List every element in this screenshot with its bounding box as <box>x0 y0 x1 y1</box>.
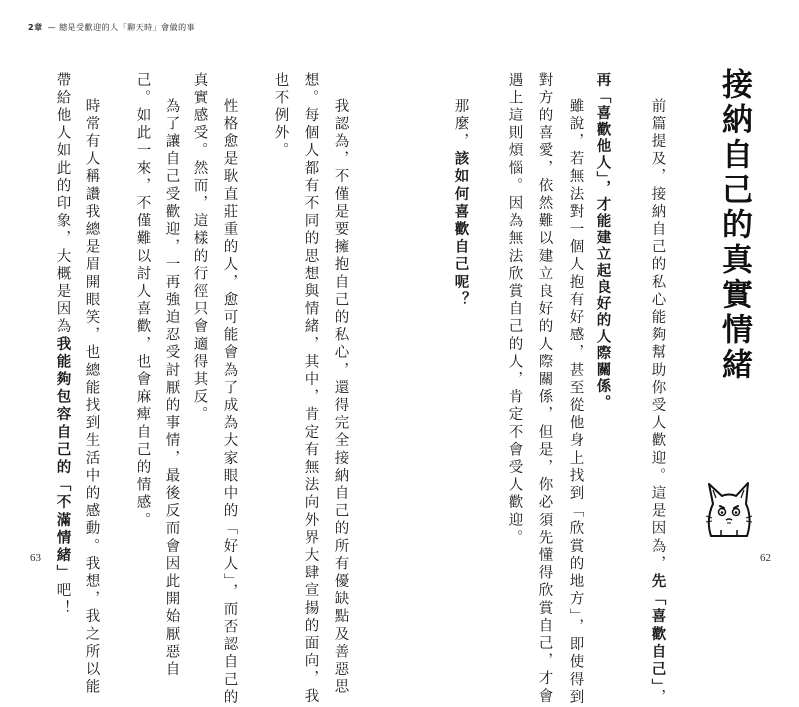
right-col-6-question: 該如何喜歡自己呢？ <box>452 150 469 310</box>
left-col-8: 時常有人稱讚我總是眉開眼笑，也總能找到生活中的感動。我想，我之所以能 <box>83 98 100 697</box>
right-col-4: 對方的喜愛，依然難以建立良好的人際關係，但是，你必須先懂得欣賞自己，才會 <box>536 72 553 706</box>
left-col-5: 真實感受。然而，這樣的行徑只會適得其反。 <box>191 72 208 424</box>
page-number-right: 62 <box>760 552 771 564</box>
left-col-9-text: 帶給他人如此的印象，大概是因為 <box>54 72 71 336</box>
left-col-7: 己。如此一來，不僅難以討人喜歡，也會麻痺自己的情感。 <box>134 72 151 530</box>
right-col-1-end: ， <box>649 689 666 707</box>
chapter-label: 2章 <box>28 23 43 32</box>
page-number-left: 63 <box>30 552 41 564</box>
left-col-1: 我認為，不僅是要擁抱自己的私心，還得完全接納自己的所有優缺點及善惡思 <box>332 98 349 697</box>
right-col-1-text: 前篇提及，接納自己的私心能夠幫助你受人歡迎。這是因為， <box>649 98 666 574</box>
right-col-3: 雖說，若無法對一個人抱有好感，甚至從他身上找到「欣賞的地方」，即使得到 <box>567 98 584 707</box>
right-col-1 <box>650 98 665 707</box>
left-col-9-end: 吧！ <box>54 582 71 618</box>
left-col-3: 也不例外。 <box>272 72 289 160</box>
left-col-4: 性格愈是耿直莊重的人，愈可能會為了成為大家眼中的「好人」，而否認自己的 <box>221 98 238 707</box>
chapter-title: 總是受歡迎的人「聊天時」會做的事 <box>59 23 196 32</box>
left-col-9-emphasis: 我能夠包容自己的「不滿情緒」 <box>54 336 71 583</box>
right-col-1-emphasis: 先「喜歡自己」 <box>649 573 666 690</box>
right-col-5: 遇上這則煩惱。因為無法欣賞自己的人，肯定不會受人歡迎。 <box>506 72 523 548</box>
left-col-6: 為了讓自己受歡迎，一再強迫忍受討厭的事情，最後反而會因此開始厭惡自 <box>163 98 180 679</box>
right-col-6 <box>453 98 468 309</box>
header-dash: — <box>47 23 57 32</box>
right-col-6-text: 那麼， <box>452 98 469 151</box>
right-col-2: 再「喜歡他人」，才能建立起良好的人際關係。 <box>594 72 611 412</box>
section-title: 接納自己的真實情緒 <box>716 68 752 383</box>
left-col-9 <box>55 72 70 618</box>
left-col-2: 想。每個人都有不同的思想與情緒，其中，肯定有無法向外界大肆宣揚的面向，我 <box>302 72 319 706</box>
running-header <box>28 22 195 33</box>
cat-illustration <box>703 478 755 540</box>
